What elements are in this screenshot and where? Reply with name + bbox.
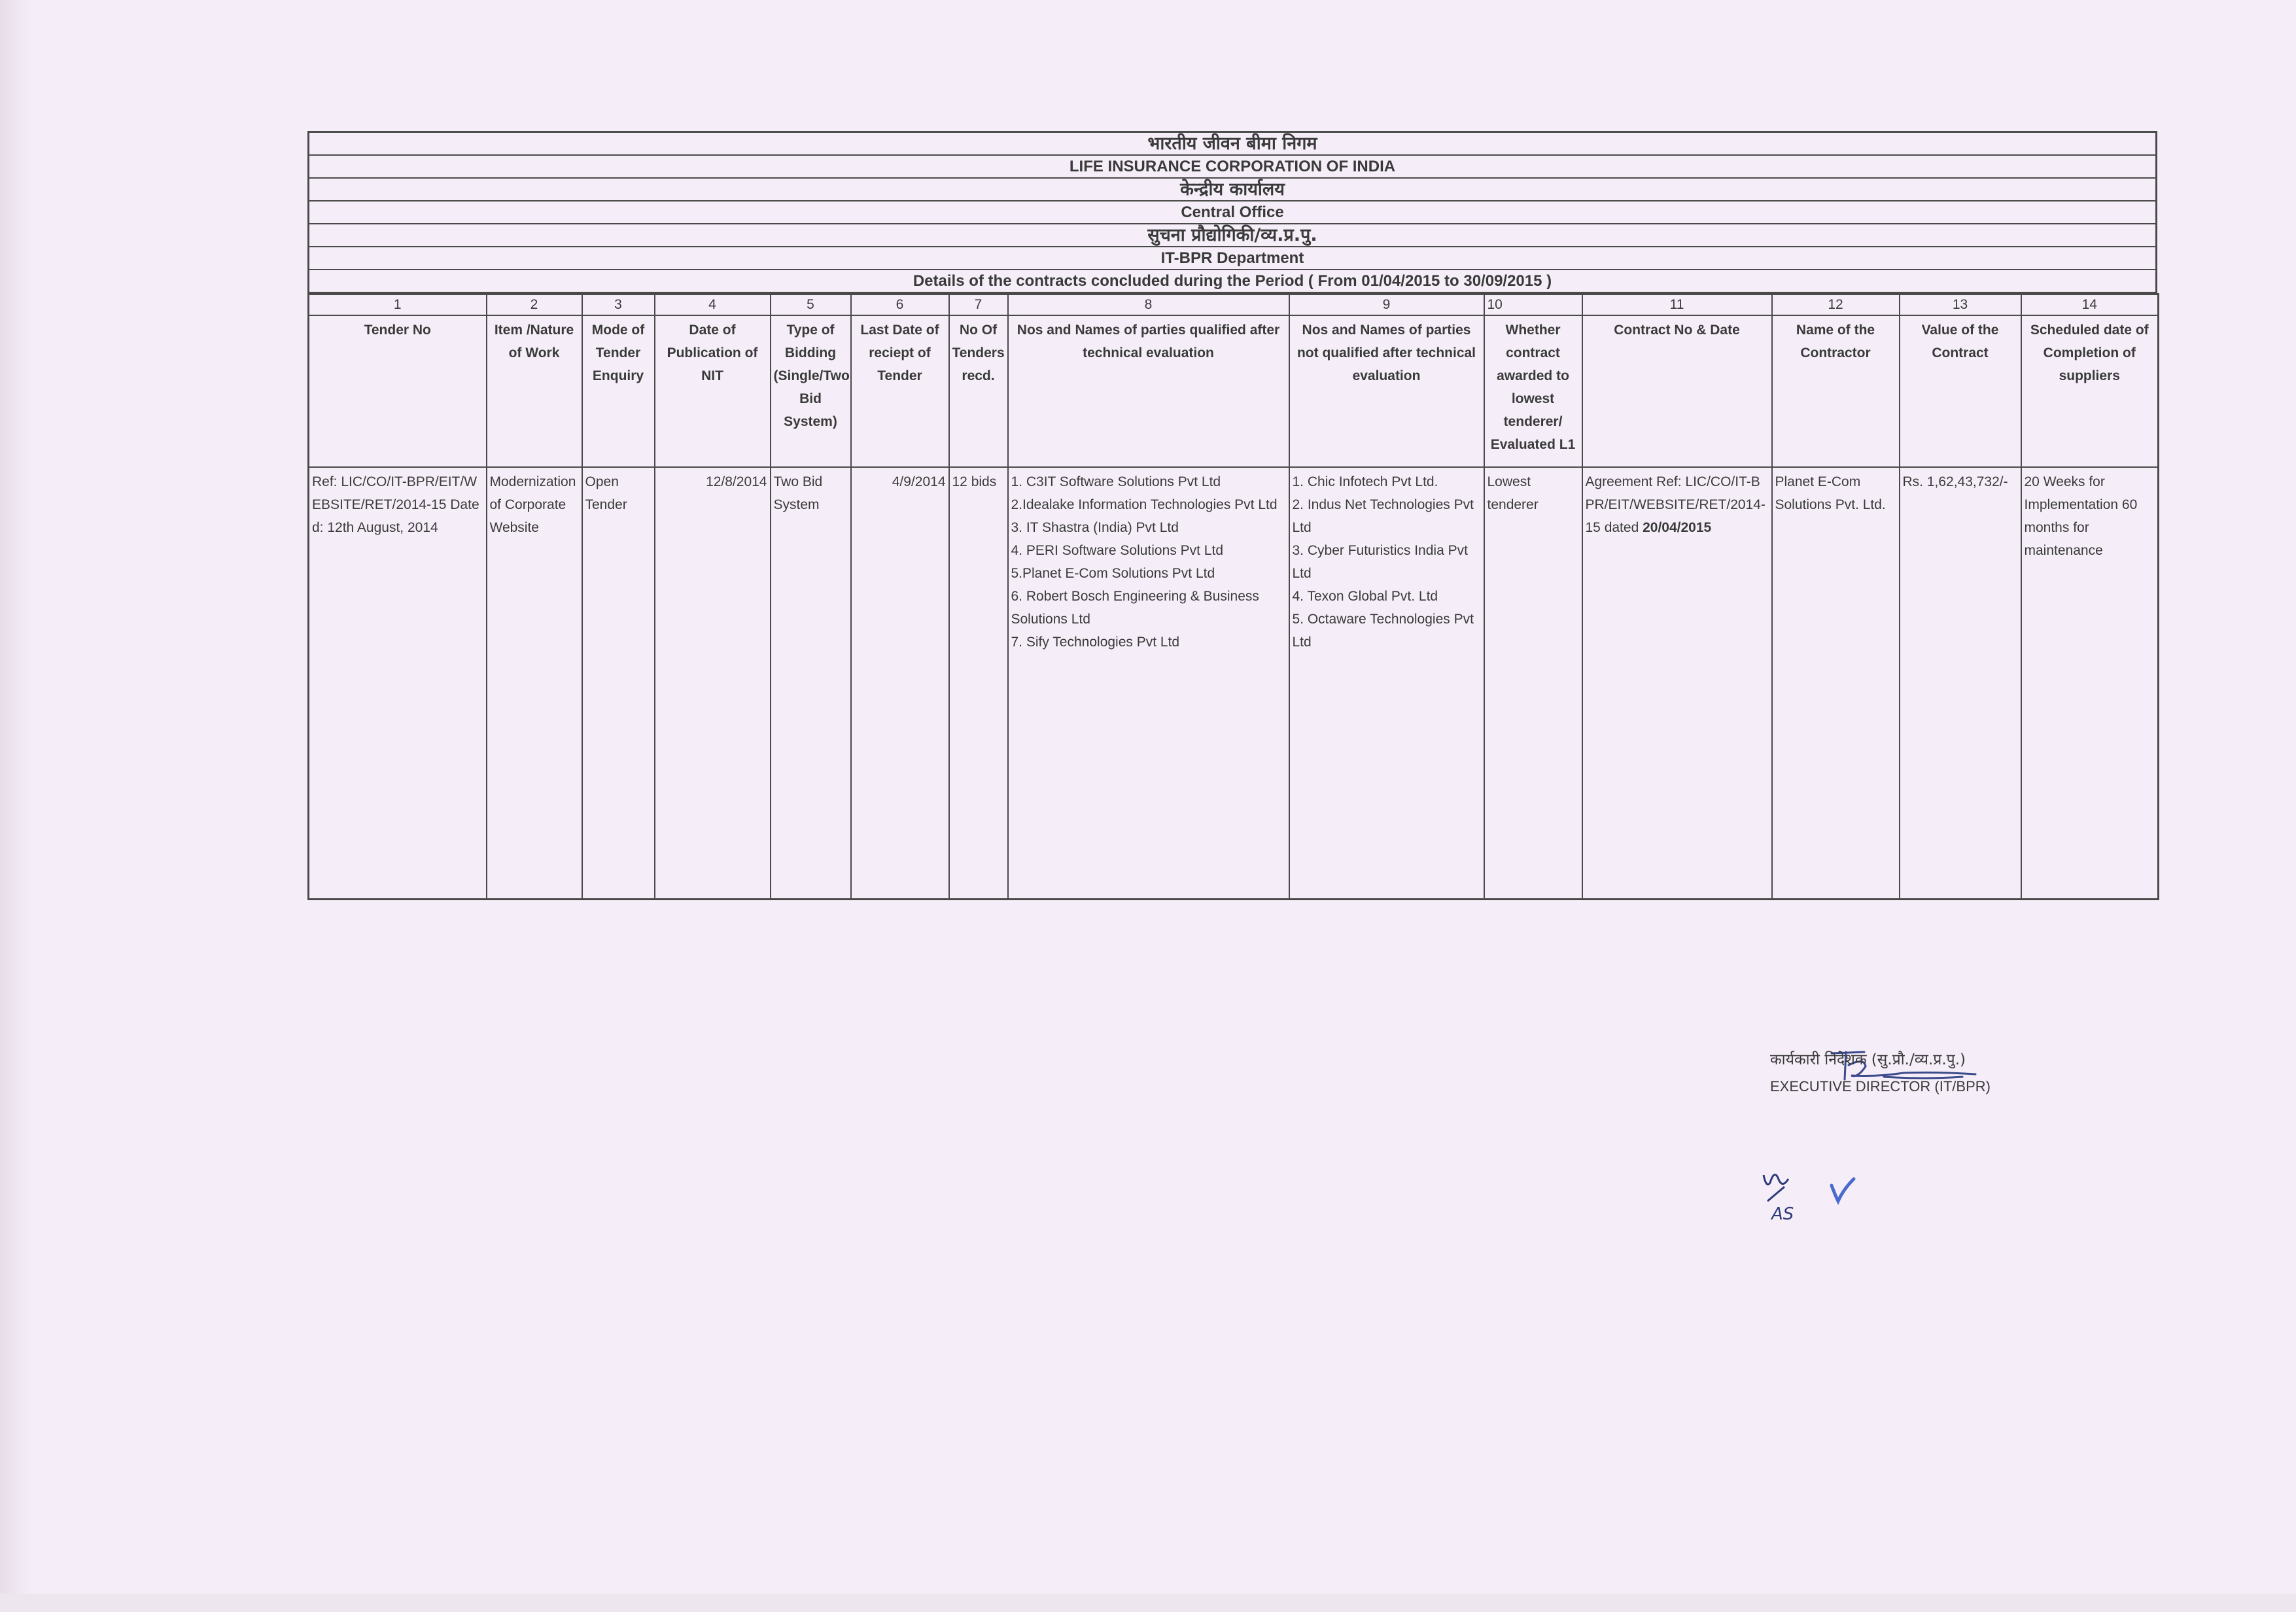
column-header-row <box>309 315 2159 467</box>
list-item: 1. C3IT Software Solutions Pvt Ltd <box>1011 474 1221 489</box>
list-item: 2.Idealake Information Technologies Pvt Ltd <box>1011 497 1278 512</box>
column-number: 3 <box>582 294 655 316</box>
list-item: 3. Cyber Futuristics India Pvt Ltd <box>1292 543 1468 581</box>
column-header-item: Item /Nature of Work <box>487 315 582 467</box>
scan-edge-shadow <box>0 0 31 1596</box>
list-item: 3. IT Shastra (India) Pvt Ltd <box>1011 520 1179 535</box>
contract-date: 20/04/2015 <box>1643 520 1712 535</box>
cell-tender-no: Ref: LIC/CO/IT-BPR/EIT/WEBSITE/RET/2014-15 Dated: 12th August, 2014 <box>309 467 487 900</box>
column-number: 13 <box>1900 294 2021 316</box>
period-details: Details of the contracts concluded during the Period ( From 01/04/2015 to 30/09/2015 ) <box>309 270 2155 293</box>
cell-item: Modernization of Corporate Website <box>487 467 582 900</box>
list-item: 6. Robert Bosch Engineering & Business Solutions Ltd <box>1011 589 1259 627</box>
list-item: 4. Texon Global Pvt. Ltd <box>1292 589 1438 604</box>
cell-tenders-recd: 12 bids <box>949 467 1008 900</box>
column-header-contract-no: Contract No & Date <box>1582 315 1772 467</box>
column-header-tender-no: Tender No <box>309 315 487 467</box>
department-name-english: IT-BPR Department <box>309 247 2155 270</box>
cell-bidding: Two Bid System <box>771 467 851 900</box>
list-item: 5.Planet E-Com Solutions Pvt Ltd <box>1011 566 1215 581</box>
column-header-mode: Mode of Tender Enquiry <box>582 315 655 467</box>
cell-completion: 20 Weeks for Implementation 60 months for maintenance <box>2021 467 2159 900</box>
signatory-title-hindi: कार्यकारी निदेशक (सु.प्रौ./व्य.प्र.पु.) <box>1770 1051 1966 1068</box>
list-item: 2. Indus Net Technologies Pvt Ltd <box>1292 497 1474 535</box>
list-item: 5. Octaware Technologies Pvt Ltd <box>1292 612 1474 650</box>
scan-bottom-band <box>0 1594 2296 1612</box>
column-number: 9 <box>1289 294 1484 316</box>
cell-mode: Open Tender <box>582 467 655 900</box>
column-number: 11 <box>1582 294 1772 316</box>
column-number-row <box>309 294 2159 316</box>
document-header <box>307 131 2157 293</box>
column-number: 8 <box>1008 294 1289 316</box>
department-name-hindi: सुचना प्रौद्योगिकी/व्य.प्र.पु. <box>309 224 2155 247</box>
list-item: 7. Sify Technologies Pvt Ltd <box>1011 635 1180 650</box>
cell-awarded: Lowest tenderer <box>1484 467 1582 900</box>
column-number: 10 <box>1484 294 1582 316</box>
column-header-bidding: Type of Bidding (Single/Two Bid System) <box>771 315 851 467</box>
contracts-document <box>307 131 2157 900</box>
column-number: 14 <box>2021 294 2159 316</box>
handwritten-initials <box>1758 1163 1870 1229</box>
office-name-hindi: केन्द्रीय कार्यालय <box>309 179 2155 202</box>
column-header-contractor: Name of the Contractor <box>1772 315 1900 467</box>
column-number: 1 <box>309 294 487 316</box>
cell-nit-date: 12/8/2014 <box>655 467 771 900</box>
column-header-completion: Scheduled date of Completion of suppliers <box>2021 315 2159 467</box>
column-number: 6 <box>851 294 949 316</box>
list-item: 4. PERI Software Solutions Pvt Ltd <box>1011 543 1223 558</box>
column-header-value: Value of the Contract <box>1900 315 2021 467</box>
column-number: 7 <box>949 294 1008 316</box>
initials-text: AS <box>1771 1204 1794 1224</box>
column-header-nit-date: Date of Publication of NIT <box>655 315 771 467</box>
cell-not-qualified <box>1289 467 1484 900</box>
column-number: 5 <box>771 294 851 316</box>
column-header-not-qualified: Nos and Names of parties not qualified after technical evaluation <box>1289 315 1484 467</box>
column-number: 2 <box>487 294 582 316</box>
column-header-awarded: Whether contract awarded to lowest tenderer/ Evaluated L1 <box>1484 315 1582 467</box>
signature-block <box>1770 1048 2045 1095</box>
column-header-last-date: Last Date of reciept of Tender <box>851 315 949 467</box>
contract-ref: Agreement Ref: LIC/CO/IT-BPR/EIT/WEBSITE/RET/2014-15 dated <box>1585 474 1765 535</box>
cell-value: Rs. 1,62,43,732/- <box>1900 467 2021 900</box>
cell-contractor: Planet E-Com Solutions Pvt. Ltd. <box>1772 467 1900 900</box>
contracts-table <box>307 293 2159 900</box>
list-item: 1. Chic Infotech Pvt Ltd. <box>1292 474 1438 489</box>
cell-last-date: 4/9/2014 <box>851 467 949 900</box>
column-number: 12 <box>1772 294 1900 316</box>
column-header-tenders-recd: No Of Tenders recd. <box>949 315 1008 467</box>
org-name-hindi: भारतीय जीवन बीमा निगम <box>309 133 2155 156</box>
cell-contract-no <box>1582 467 1772 900</box>
signatory-title-english: EXECUTIVE DIRECTOR (IT/BPR) <box>1770 1078 1991 1095</box>
column-number: 4 <box>655 294 771 316</box>
column-header-qualified: Nos and Names of parties qualified after technical evaluation <box>1008 315 1289 467</box>
table-row <box>309 467 2159 900</box>
cell-qualified <box>1008 467 1289 900</box>
org-name-english: LIFE INSURANCE CORPORATION OF INDIA <box>309 156 2155 179</box>
office-name-english: Central Office <box>309 202 2155 224</box>
